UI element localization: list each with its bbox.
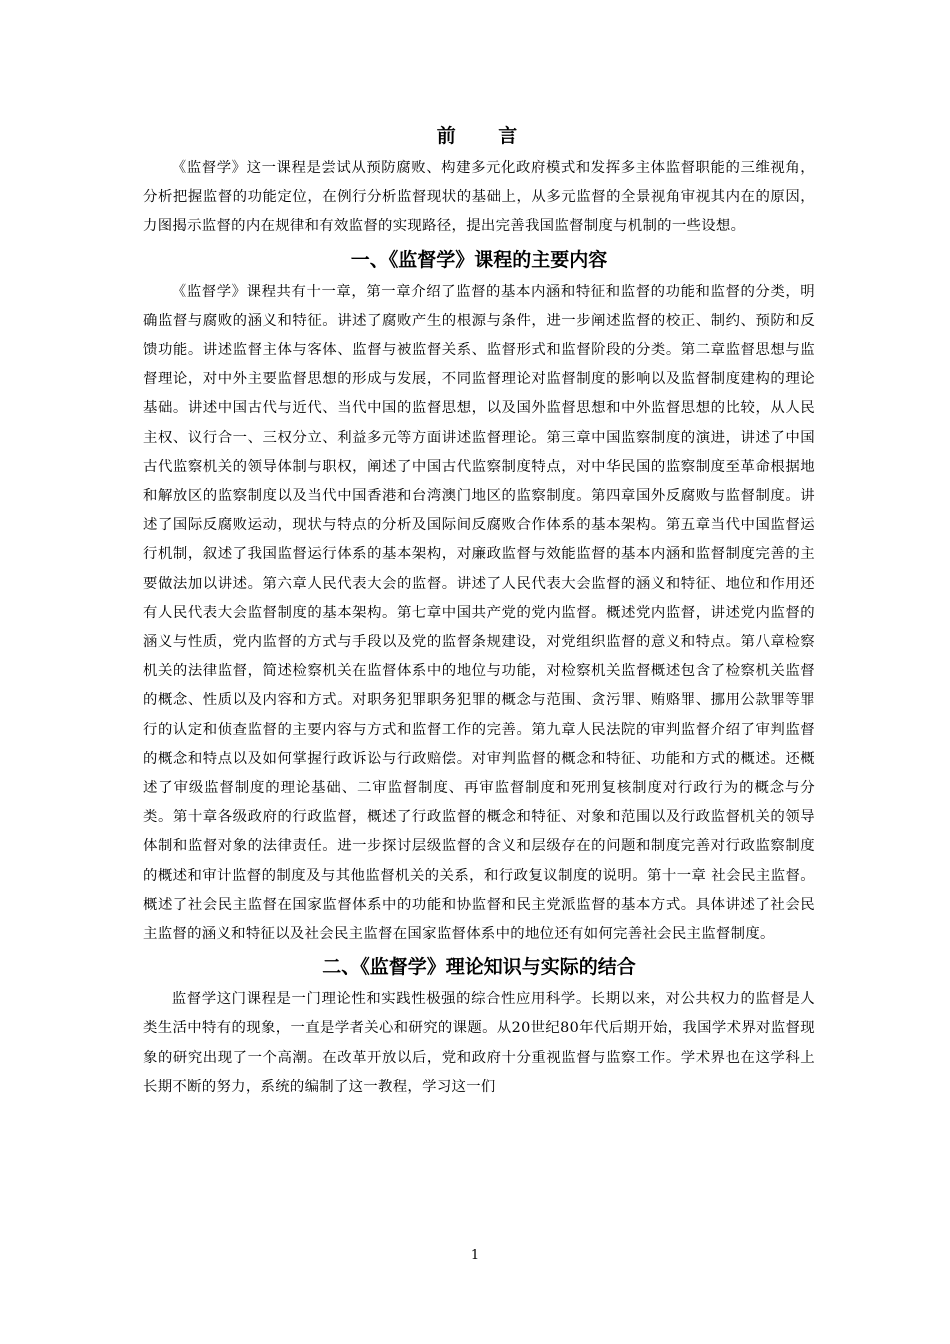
- section-body-1: 《监督学》课程共有十一章，第一章介绍了监督的基本内涵和特征和监督的功能和监督的分类，明确监督与腐败的涵义和特征。讲述了腐败产生的根源与条件，进一步阐述监督的校正、制约、预防和反馈功能。讲述监督主体与客体、监督与被监督关系、监督形式和监督阶段的分类。第二章监督思想与监督理论，对中外主要监督思想的形成与发展，不同监督理论对监督制度的影响以及监督制度建构的理论基础。讲述中国古代与近代、当代中国的监督思想，以及国外监督思想和中外监督思想的比较，从人民主权、议行合一、三权分立、利益多元等方面讲述监督理论。第三章中国监察制度的演进，讲述了中国古代监察机关的领导体制与职权，阐述了中国古代监察制度特点，对中华民国的监察制度至革命根据地和解放区的监察制度以及当代中国香港和台湾澳门地区的监察制度。第四章国外反腐败与监督制度。讲述了国际反腐败运动，现状与特点的分析及国际间反腐败合作体系的基本架构。第五章当代中国监督运行机制，叙述了我国监督运行体系的基本架构，对廉政监督与效能监督的基本内涵和监督制度完善的主要做法加以讲述。第六章人民代表大会的监督。讲述了人民代表大会监督的涵义和特征、地位和作用还有人民代表大会监督制度的基本架构。第七章中国共产党的党内监督。概述党内监督，讲述党内监督的涵义与性质，党内监督的方式与手段以及党的监督条规建设，对党组织监督的意义和特点。第八章检察机关的法律监督，简述检察机关在监督体系中的地位与功能，对检察机关监督概述包含了检察机关监督的概念、性质以及内容和方式。对职务犯罪职务犯罪的概念与范围、贪污罪、贿赂罪、挪用公款罪等罪行的认定和侦查监督的主要内容与方式和监督工作的完善。第九章人民法院的审判监督介绍了审判监督的概念和特点以及如何掌握行政诉讼与行政赔偿。对审判监督的概念和特征、功能和方式的概述。还概述了审级监督制度的理论基础、二审监督制度、再审监督制度和死刑复核制度对行政行为的概念与分类。第十章各级政府的行政监督，概述了行政监督的概念和特征、对象和范围以及行政监督机关的领导体制和监督对象的法律责任。进一步探讨层级监督的含义和层级存在的问题和制度完善对行政监察制度的概述和审计监督的制度及与其他监督机关的关系，和行政复议制度的说明。第十一章 社会民主监督。概述了社会民主监督在国家监督体系中的功能和协监督和民主党派监督的基本方式。具体讲述了社会民主监督的涵义和特征以及社会民主监督在国家监督体系中的地位还有如何完善社会民主监督制度。: [143, 283, 815, 943]
- page-title: 前 言: [436, 125, 536, 147]
- section-body-2: 监督学这门课程是一门理论性和实践性极强的综合性应用科学。长期以来，对公共权力的监督是人类生活中特有的现象，一直是学者关心和研究的课题。从20世纪80年代后期开始，我国学术界对监督现象的研究出现了一个高潮。在改革开放以后，党和政府十分重视监督与监察工作。学术界也在这学科上长期不断的努力，系统的编制了这一教程，学习这一们: [143, 991, 815, 1095]
- document-body: [143, 118, 815, 1102]
- page-number: 1: [470, 1248, 480, 1263]
- intro-paragraph: 《监督学》这一课程是尝试从预防腐败、构建多元化政府模式和发挥多主体监督职能的三维视角，分析把握监督的功能定位，在例行分析监督现状的基础上，从多元监督的全景视角审视其内在的原因，力图揭示监督的内在规律和有效监督的实现路径，提出完善我国监督制度与机制的一些设想。: [143, 160, 815, 235]
- section-heading-1: 一、《监督学》课程的主要内容: [350, 248, 608, 271]
- section-heading-2: 二、《监督学》理论知识与实际的结合: [322, 956, 636, 979]
